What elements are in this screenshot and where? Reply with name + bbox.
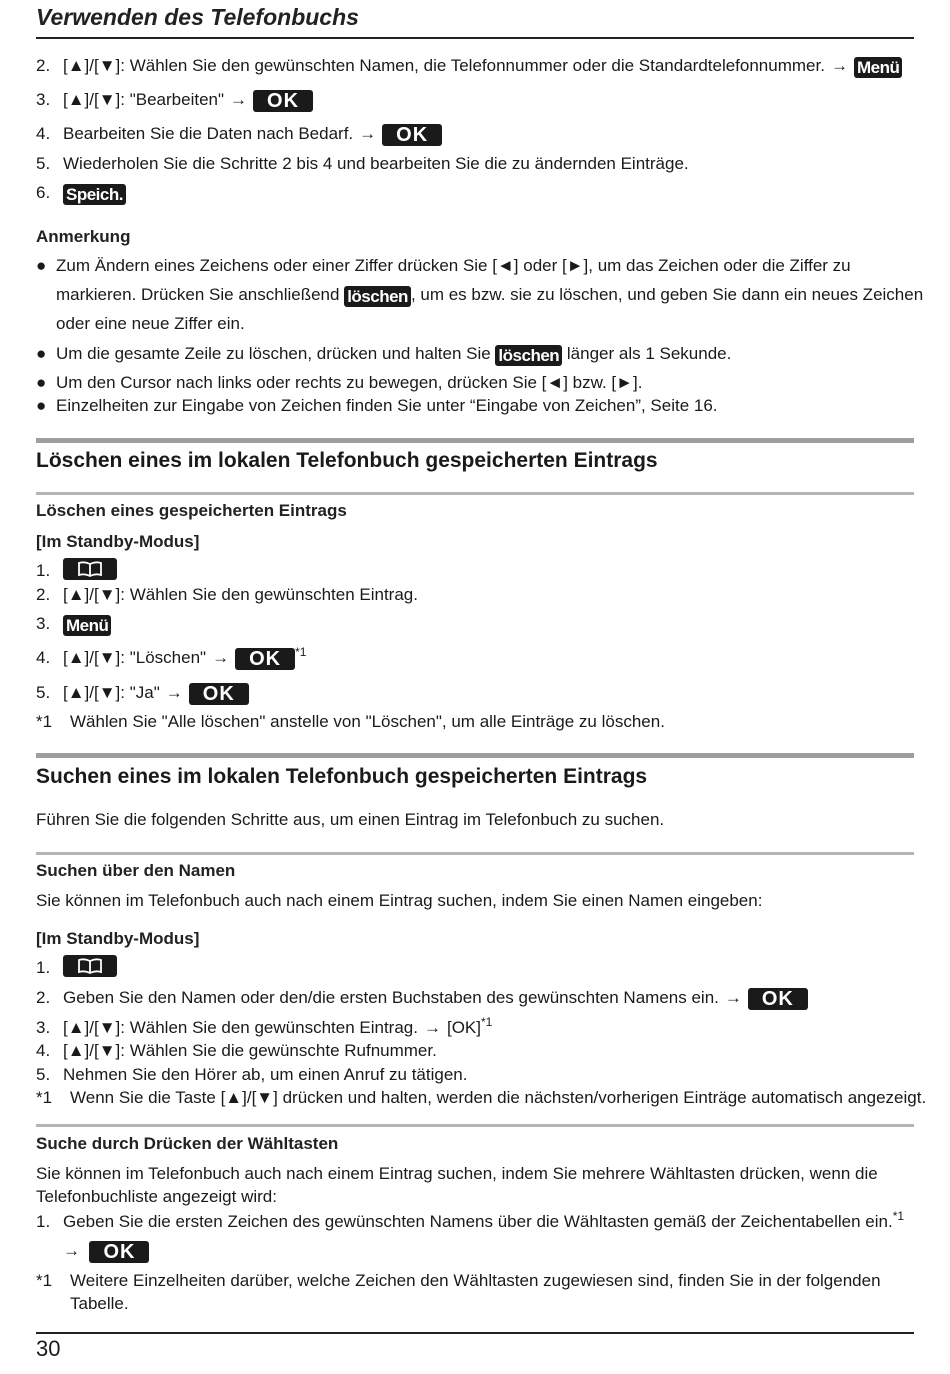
footer-divider bbox=[36, 1332, 914, 1334]
ok-key: OK bbox=[89, 1241, 149, 1263]
section-divider bbox=[36, 753, 914, 758]
search-by-keys-intro-2: Telefonbuchliste angezeigt wird: bbox=[36, 1187, 277, 1206]
up-down-keys: [▲]/[▼] bbox=[63, 90, 121, 109]
ok-key: OK bbox=[382, 124, 442, 146]
footnote-ref: *1 bbox=[892, 1209, 905, 1223]
up-down-keys: [▲]/[▼] bbox=[63, 1041, 121, 1060]
up-down-keys: [▲]/[▼] bbox=[63, 56, 121, 75]
menu-key: Menü bbox=[854, 57, 902, 78]
up-down-keys: [▲]/[▼] bbox=[63, 585, 121, 604]
edit-step-5: 5. Wiederholen Sie die Schritte 2 bis 4 und bearbeiten Sie die zu ändernden Einträge. bbox=[36, 154, 689, 173]
search-step-3: 3. [▲]/[▼]: Wählen Sie den gewünschten Eintrag. → [OK]$^{*1}$ bbox=[36, 1015, 493, 1037]
note-heading: Anmerkung bbox=[36, 227, 131, 246]
phonebook-icon bbox=[63, 955, 117, 977]
search-step-1: 1. bbox=[36, 955, 117, 979]
search-section-title: Suchen eines im lokalen Telefonbuch gespeicherten Eintrags bbox=[36, 765, 648, 788]
delete-step-4: 4. [▲]/[▼]: "Löschen" → OK $^{*1}$ bbox=[36, 645, 307, 670]
search-intro: Führen Sie die folgenden Schritte aus, um einen Eintrag im Telefonbuch zu suchen. bbox=[36, 810, 665, 829]
phonebook-icon bbox=[63, 558, 117, 580]
search-step-2: 2. Geben Sie den Namen oder den/die ersten Buchstaben des gewünschten Namens ein. → OK bbox=[36, 987, 808, 1010]
edit-step-2: 2. [▲]/[▼]: Wählen Sie den gewünschten Namen, die Telefonnummer oder die Standardtelefonnummer. → Menü bbox=[36, 55, 902, 78]
arrow-icon: → bbox=[63, 1241, 80, 1260]
standby-mode-label: [Im Standby-Modus] bbox=[36, 532, 200, 551]
edit-step-3: 3. [▲]/[▼]: "Bearbeiten" → OK bbox=[36, 89, 313, 112]
search-keys-step-1: 1. Geben Sie die ersten Zeichen des gewünschten Namens über die Wähltasten gemäß der Zeichentabellen ein.$^{*1}$ bbox=[36, 1209, 905, 1231]
note-bullet-1-line-2: markieren. Drücken Sie anschließend löschen , um es bzw. sie zu löschen, und geben Sie dann ein neues Zeichen bbox=[56, 285, 924, 306]
note-bullet-4: ● Einzelheiten zur Eingabe von Zeichen finden Sie unter “Eingabe von Zeichen”, Seite 16. bbox=[36, 396, 718, 415]
up-down-keys: [▲]/[▼] bbox=[63, 1018, 121, 1037]
header-divider bbox=[36, 37, 914, 39]
search-by-name-intro: Sie können im Telefonbuch auch nach einem Eintrag suchen, indem Sie einen Namen eingeben: bbox=[36, 891, 763, 910]
delete-section-title: Löschen eines im lokalen Telefonbuch gespeicherten Eintrags bbox=[36, 449, 658, 472]
arrow-icon: → bbox=[724, 988, 742, 1007]
search-keys-step-1-cont bbox=[63, 1240, 149, 1263]
arrow-icon: → bbox=[359, 124, 377, 143]
menu-key: Menü bbox=[63, 615, 111, 636]
bullet-icon: ● bbox=[36, 396, 47, 415]
delete-step-2: 2. [▲]/[▼]: Wählen Sie den gewünschten Eintrag. bbox=[36, 585, 418, 604]
note-bullet-1-line-3: oder eine neue Ziffer ein. bbox=[56, 314, 245, 333]
ok-key: OK bbox=[235, 648, 295, 670]
note-bullet-1: ● Zum Ändern eines Zeichens oder einer Ziffer drücken Sie [◄] oder [►], um das Zeichen oder die Ziffer zu bbox=[36, 256, 851, 275]
subsection-divider bbox=[36, 1124, 914, 1127]
search-by-keys-footnote: *1 Weitere Einzelheiten darüber, welche Zeichen den Wähltasten zugewiesen sind, finden Sie in der folgenden bbox=[36, 1271, 881, 1290]
search-by-keys-title: Suche durch Drücken der Wähltasten bbox=[36, 1134, 339, 1153]
ok-key: OK bbox=[748, 988, 808, 1010]
delete-key: löschen bbox=[495, 345, 562, 366]
delete-step-5: 5. [▲]/[▼]: "Ja" → OK bbox=[36, 682, 249, 705]
arrow-icon: → bbox=[230, 90, 248, 109]
delete-step-1: 1. bbox=[36, 558, 117, 582]
up-down-keys: [▲]/[▼] bbox=[63, 648, 121, 667]
ok-key: OK bbox=[189, 683, 249, 705]
search-step-4: 4. [▲]/[▼]: Wählen Sie die gewünschte Rufnummer. bbox=[36, 1041, 437, 1060]
note-bullet-2: ● Um die gesamte Zeile zu löschen, drücken und halten Sie löschen länger als 1 Sekunde. bbox=[36, 344, 732, 365]
delete-footnote: *1 Wählen Sie "Alle löschen" anstelle von "Löschen", um alle Einträge zu löschen. bbox=[36, 712, 665, 731]
edit-step-6: 6. Speich. bbox=[36, 182, 126, 205]
page-number: 30 bbox=[36, 1336, 61, 1361]
subsection-divider bbox=[36, 852, 914, 855]
page-header-title: Verwenden des Telefonbuchs bbox=[36, 4, 359, 30]
search-by-keys-footnote-cont: Tabelle. bbox=[70, 1294, 129, 1313]
note-bullet-3: ● Um den Cursor nach links oder rechts zu bewegen, drücken Sie [◄] bzw. [►]. bbox=[36, 373, 643, 392]
bullet-icon: ● bbox=[36, 373, 47, 392]
search-by-keys-intro-1: Sie können im Telefonbuch auch nach einem Eintrag suchen, indem Sie mehrere Wähltasten drücken, wenn die bbox=[36, 1164, 878, 1183]
bullet-icon: ● bbox=[36, 344, 47, 363]
up-down-keys: [▲]/[▼] bbox=[63, 683, 121, 702]
delete-key: löschen bbox=[344, 286, 411, 307]
section-divider bbox=[36, 438, 914, 443]
standby-mode-label: [Im Standby-Modus] bbox=[36, 929, 200, 948]
edit-step-4: 4. Bearbeiten Sie die Daten nach Bedarf. → OK bbox=[36, 123, 442, 146]
arrow-icon: → bbox=[423, 1018, 441, 1037]
arrow-icon: → bbox=[212, 648, 230, 667]
search-by-name-footnote: *1 Wenn Sie die Taste [▲]/[▼] drücken und halten, werden die nächsten/vorherigen Einträge automatisch angezeigt. bbox=[36, 1088, 927, 1107]
arrow-icon: → bbox=[830, 56, 848, 75]
arrow-icon: → bbox=[165, 683, 183, 702]
footnote-ref: *1 bbox=[295, 645, 307, 659]
search-step-5: 5. Nehmen Sie den Hörer ab, um einen Anruf zu tätigen. bbox=[36, 1065, 468, 1084]
subsection-divider bbox=[36, 492, 914, 495]
up-down-keys: [▲]/[▼] bbox=[220, 1088, 278, 1107]
save-key: Speich. bbox=[63, 184, 126, 205]
delete-step-3: 3. Menü bbox=[36, 613, 111, 636]
ok-key: OK bbox=[253, 90, 313, 112]
bullet-icon: ● bbox=[36, 256, 47, 275]
search-by-name-title: Suchen über den Namen bbox=[36, 861, 236, 880]
footnote-ref: *1 bbox=[480, 1015, 493, 1029]
delete-subsection-title: Löschen eines gespeicherten Eintrags bbox=[36, 501, 347, 520]
